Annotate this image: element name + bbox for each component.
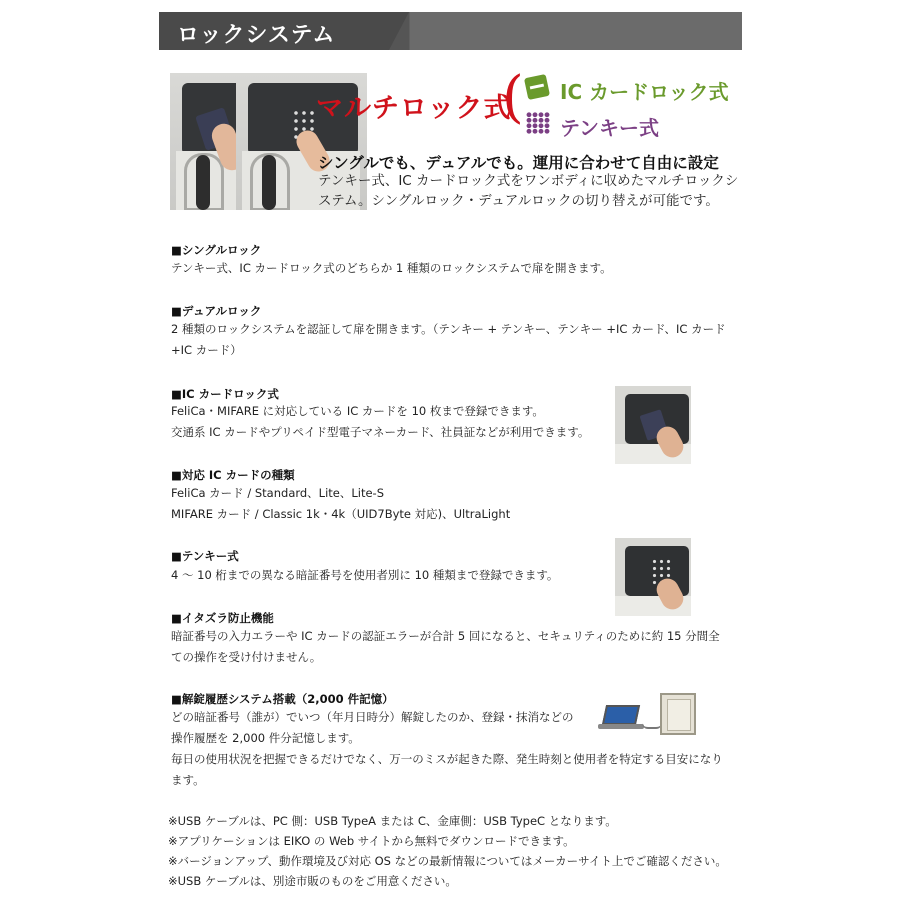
section-line: ます。 <box>171 773 205 787</box>
safe-handle <box>196 155 210 210</box>
section-line: MIFARE カード / Classic 1k・4k（UID7Byte 対応)、UltraLight <box>171 507 511 521</box>
section-header-bar <box>159 12 742 50</box>
keypad-icon <box>526 112 550 134</box>
section-line: 2 種類のロックシステムを認証して扉を開きます。（テンキー + テンキー、テンキー +IC カード、IC カード <box>171 322 726 336</box>
open-paren: ( <box>502 65 524 130</box>
ic-card-side-photo <box>615 386 691 464</box>
section-line: 4 〜 10 桁までの異なる暗証番号を使用者別に 10 種類まで登録できます。 <box>171 568 559 582</box>
multi-lock-title: マルチロック式 <box>316 93 512 124</box>
safe-handle <box>262 155 276 210</box>
section-title: ロックシステム <box>177 23 336 48</box>
keypad-side-photo <box>615 538 691 616</box>
footnote: ※アプリケーションは EIKO の Web サイトから無料でダウンロードできます。 <box>168 834 575 848</box>
section-line: 毎日の使用状況を把握できるだけでなく、万一のミスが起きた際、発生時刻と使用者を特定する目安になり <box>171 752 723 766</box>
section-line: ての操作を受け付けません。 <box>171 650 322 664</box>
ic-card-icon <box>524 74 550 100</box>
footnote: ※USB ケーブルは、別途市販のものをご用意ください。 <box>168 874 457 888</box>
section-line: テンキー式、IC カードロック式のどちらか 1 種類のロックシステムで扉を開きます。 <box>171 261 612 275</box>
usb-cable-icon <box>642 723 662 729</box>
section-line: FeliCa カード / Standard、Lite、Lite-S <box>171 486 385 500</box>
ic-card-lock-label: IC カードロック式 <box>560 80 729 104</box>
section-heading: ■シングルロック <box>171 243 262 257</box>
laptop-base <box>598 724 644 729</box>
section-line: 暗証番号の入力エラーや IC カードの認証エラーが合計 5 回になると、セキュリティのために約 15 分間全 <box>171 629 720 643</box>
section-heading: ■イタズラ防止機能 <box>171 611 274 625</box>
footnote: ※バージョンアップ、動作環境及び対応 OS などの最新情報についてはメーカーサイト上でご確認ください。 <box>168 854 727 868</box>
section-heading: ■対応 IC カードの種類 <box>171 468 295 482</box>
section-line: 操作履歴を 2,000 件分記憶します。 <box>171 731 360 745</box>
section-line: 交通系 IC カードやプリペイド型電子マネーカード、社員証などが利用できます。 <box>171 425 590 439</box>
section-heading: ■IC カードロック式 <box>171 387 279 401</box>
hero-body: テンキー式、IC カードロック式をワンボディに収めたマルチロックシステム。シングルロック・デュアルロックの切り替えが可能です。 <box>318 173 739 209</box>
section-line: どの暗証番号（誰が）でいつ（年月日時分）解錠したのか、登録・抹消などの <box>171 710 574 724</box>
section-heading: ■テンキー式 <box>171 549 239 563</box>
laptop-icon <box>602 705 640 725</box>
keypad-lock-label: テンキー式 <box>560 116 659 140</box>
footnote: ※USB ケーブルは、PC 側：USB TypeA または C、金庫側：USB TypeC となります。 <box>168 814 617 828</box>
section-line: +IC カード） <box>171 343 242 357</box>
pc-to-safe-illustration <box>598 693 700 737</box>
section-heading: ■デュアルロック <box>171 304 262 318</box>
section-line: FeliCa・MIFARE に対応している IC カードを 10 枚まで登録できます。 <box>171 404 544 418</box>
safe-icon <box>660 693 696 735</box>
hero-lead: シングルでも、デュアルでも。運用に合わせて自由に設定 <box>318 154 719 172</box>
section-heading: ■解錠履歴システム搭載（2,000 件記憶） <box>171 692 394 706</box>
